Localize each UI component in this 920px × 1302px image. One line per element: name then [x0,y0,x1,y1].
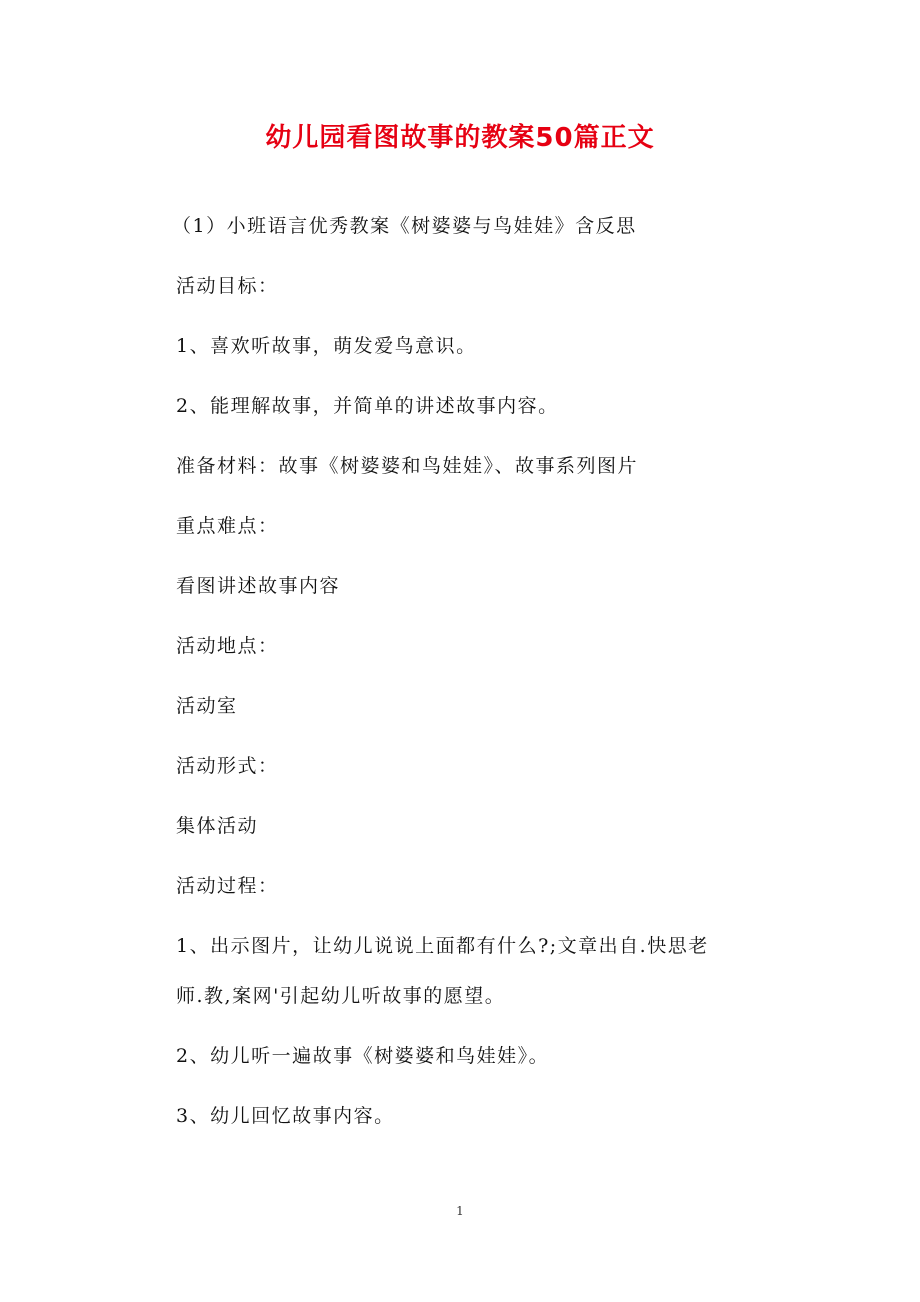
paragraph-activity-goals-label: 活动目标： [176,275,279,297]
paragraph-process-step-1-cont: 师.教,案网'引起幼儿听故事的愿望。 [176,985,506,1007]
paragraph-location: 活动室 [176,695,238,717]
page-number: 1 [456,1204,464,1218]
paragraph-process-step-1: 1、出示图片，让幼儿说说上面都有什么?;文章出自.快思老 [176,935,709,957]
document-title: 幼儿园看图故事的教案50篇正文 [265,123,655,153]
paragraph-key-points-label: 重点难点： [176,515,279,537]
paragraph-goal-2: 2、能理解故事，并简单的讲述故事内容。 [176,395,559,417]
paragraph-location-label: 活动地点： [176,635,279,657]
paragraph-form-label: 活动形式： [176,755,279,777]
paragraph-form: 集体活动 [176,815,259,837]
paragraph-key-points: 看图讲述故事内容 [176,575,341,597]
paragraph-goal-1: 1、喜欢听故事，萌发爱鸟意识。 [176,335,477,357]
paragraph-materials: 准备材料：故事《树婆婆和鸟娃娃》、故事系列图片 [176,455,639,477]
paragraph-process-label: 活动过程： [176,875,279,897]
paragraph-process-step-2: 2、幼儿听一遍故事《树婆婆和鸟娃娃》。 [176,1045,550,1067]
paragraph-process-step-3: 3、幼儿回忆故事内容。 [176,1105,395,1127]
section-heading: （1）小班语言优秀教案《树婆婆与鸟娃娃》含反思 [172,215,637,237]
